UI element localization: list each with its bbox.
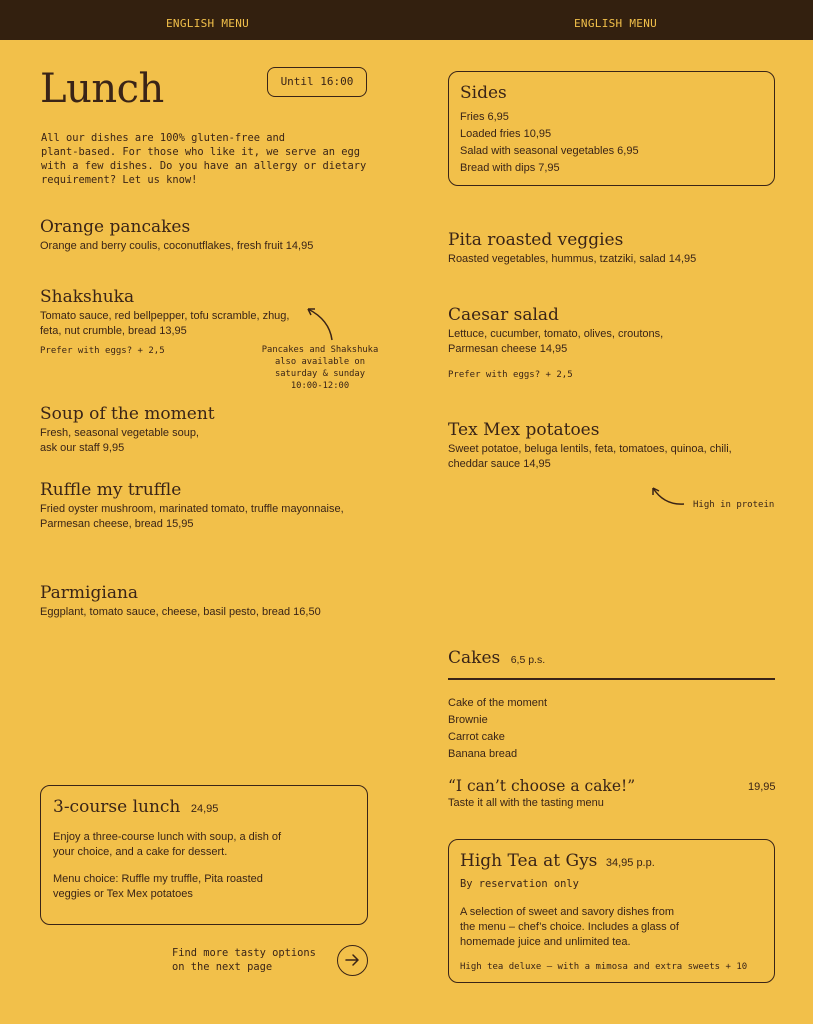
- dish-description: Lettuce, cucumber, tomato, olives, croutons,: [448, 328, 664, 340]
- dish-name: Pita roasted veggies: [448, 230, 624, 250]
- tasting-menu-name: “I can’t choose a cake!”: [448, 777, 636, 795]
- dish-description: Fresh, seasonal vegetable soup,: [40, 427, 199, 439]
- dish-tex-mex-potatoes: [448, 420, 732, 472]
- high-tea-description: A selection of sweet and savory dishes from the menu – chef’s choice. Includes a glass of homemade juice and unlimited tea.: [460, 906, 679, 948]
- next-page-button[interactable]: [337, 945, 368, 976]
- dish-soup: [40, 404, 215, 456]
- reservation-note: By reservation only: [460, 878, 579, 890]
- arrow-right-icon: [338, 946, 366, 974]
- egg-option: Prefer with eggs? + 2,5: [40, 346, 165, 356]
- sides-box: [448, 71, 775, 186]
- dish-name: Shakshuka: [40, 287, 135, 307]
- cakes-divider: [448, 678, 775, 680]
- menu-language-label-right: ENGLISH MENU: [574, 17, 658, 30]
- cakes-list: [448, 695, 547, 763]
- dish-ruffle-my-truffle: [40, 480, 344, 532]
- dish-name: Orange pancakes: [40, 217, 191, 237]
- three-course-lunch-box: [40, 785, 368, 925]
- high-tea-box: [448, 839, 775, 983]
- list-item: Banana bread: [448, 748, 518, 760]
- cakes-price: 6,5 p.s.: [510, 654, 546, 666]
- list-item: Bread with dips 7,95: [460, 162, 560, 174]
- dish-name: Soup of the moment: [40, 404, 215, 424]
- list-item: Carrot cake: [448, 731, 505, 743]
- dish-description: cheddar sauce 14,95: [448, 458, 551, 470]
- page-title: Lunch: [40, 66, 164, 112]
- protein-note: High in protein: [693, 500, 775, 510]
- high-tea-deluxe: High tea deluxe – with a mimosa and extra sweets + 10: [460, 962, 748, 972]
- dish-description: Eggplant, tomato sauce, cheese, basil pesto, bread 16,50: [40, 606, 321, 618]
- dish-description: Tomato sauce, red bellpepper, tofu scramble, zhug,: [40, 310, 290, 322]
- top-bar: [0, 0, 813, 40]
- intro-text: All our dishes are 100% gluten-free and plant-based. For those who like it, we serve an egg with a few dishes. Do you have an allergy or dietary requirement? Let us know!: [41, 132, 367, 186]
- sides-title: Sides: [460, 83, 507, 103]
- dish-shakshuka: [40, 287, 289, 357]
- list-item: Brownie: [448, 714, 488, 726]
- tasting-menu-description: Taste it all with the tasting menu: [448, 797, 604, 809]
- dish-description: Roasted vegetables, hummus, tzatziki, salad 14,95: [448, 253, 697, 265]
- curved-arrow-icon: [302, 305, 338, 343]
- dish-orange-pancakes: [40, 217, 313, 254]
- dish-description: Parmesan cheese, bread 15,95: [40, 518, 194, 530]
- tasting-menu-price: 19,95: [748, 781, 776, 793]
- cakes-title: Cakes: [448, 648, 501, 668]
- sides-list: [460, 109, 639, 177]
- dish-name: Ruffle my truffle: [40, 480, 182, 500]
- dish-caesar-salad: [448, 305, 663, 381]
- high-tea-price: 34,95 p.p.: [605, 857, 655, 869]
- list-item: Salad with seasonal vegetables 6,95: [460, 145, 639, 157]
- dish-name: Parmigiana: [40, 583, 139, 603]
- cakes-header: [448, 648, 545, 668]
- three-course-menu-choice: Menu choice: Ruffle my truffle, Pita roasted veggies or Tex Mex potatoes: [53, 873, 263, 900]
- dish-pita-roasted-veggies: [448, 230, 696, 267]
- list-item: Fries 6,95: [460, 111, 509, 123]
- hours-badge: Until 16:00: [267, 67, 367, 97]
- dish-description: Fried oyster mushroom, marinated tomato, truffle mayonnaise,: [40, 503, 344, 515]
- high-tea-title: High Tea at Gys: [460, 851, 598, 871]
- three-course-price: 24,95: [190, 803, 219, 815]
- curved-arrow-icon: [648, 483, 688, 509]
- list-item: Loaded fries 10,95: [460, 128, 552, 140]
- next-page-text: Find more tasty options on the next page: [172, 947, 316, 973]
- dish-description: Parmesan cheese 14,95: [448, 343, 568, 355]
- dish-parmigiana: [40, 583, 321, 620]
- three-course-title: 3-course lunch: [53, 797, 181, 817]
- list-item: Cake of the moment: [448, 697, 548, 709]
- egg-option: Prefer with eggs? + 2,5: [448, 370, 573, 380]
- dish-description: Sweet potatoe, beluga lentils, feta, tomatoes, quinoa, chili,: [448, 443, 732, 455]
- menu-language-label-left: ENGLISH MENU: [166, 17, 250, 30]
- dish-name: Tex Mex potatoes: [448, 420, 600, 440]
- dish-name: Caesar salad: [448, 305, 559, 325]
- dish-description: Orange and berry coulis, coconutflakes, fresh fruit 14,95: [40, 240, 314, 252]
- dish-description: ask our staff 9,95: [40, 442, 125, 454]
- weekend-note: Pancakes and Shakshuka also available on saturday & sunday 10:00-12:00: [261, 345, 379, 391]
- dish-description: feta, nut crumble, bread 13,95: [40, 325, 187, 337]
- three-course-description: Enjoy a three-course lunch with soup, a dish of your choice, and a cake for dessert.: [53, 831, 282, 858]
